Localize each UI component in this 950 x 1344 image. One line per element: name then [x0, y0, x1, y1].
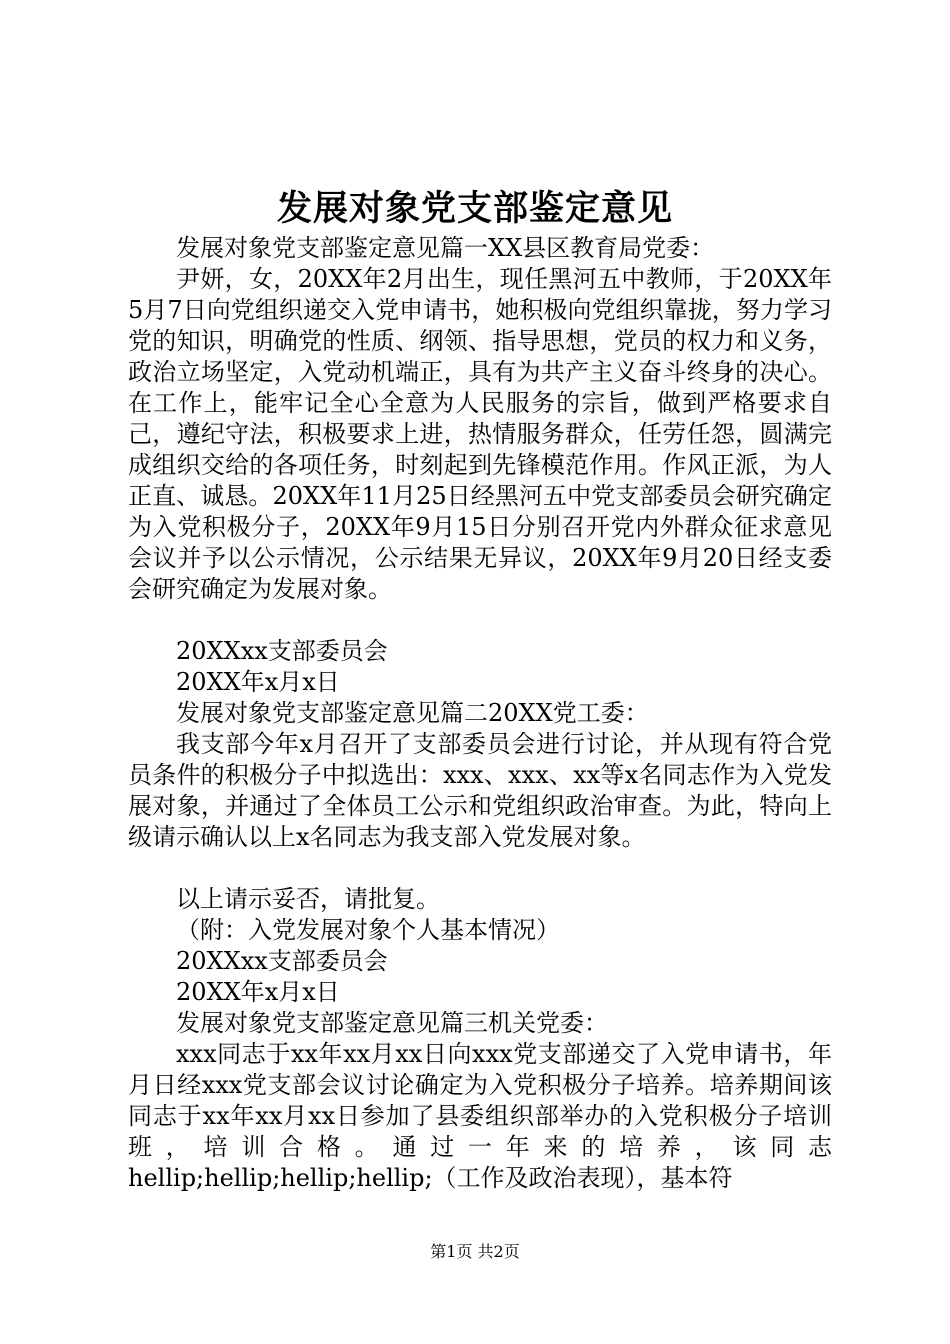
attachment-note: （附：入党发展对象个人基本情况）: [176, 916, 560, 944]
signature-org-1: 20XXxx支部委员会: [176, 637, 388, 665]
paragraph-1: 尹妍，女，20XX年2月出生，现任黑河五中教师，于20XX年5月7日向党组织递交入党申请书，她积极向党组织靠拢，努力学习党的知识，明确党的性质、纲领、指导思想，党员的权力和义务，政治立场坚定，入党动机端正，具有为共产主义奋斗终身的决心。在工作上，能牢记全心全意为人民服务的宗旨，做到严格要求自己，遵纪守法，积极要求上进，热情服务群众，任劳任怨，圆满完成组织交给的各项任务，时刻起到先锋模范作用。作风正派，为人正直、诚恳。20XX年11月25日经黑河五中党支部委员会研究确定为入党积极分子，20XX年9月15日分别召开党内外群众征求意见会议并予以公示情况，公示结果无异议，20XX年9月20日经支委会研究确定为发展对象。: [128, 265, 832, 603]
page-number-footer: 第1页 共2页: [430, 1242, 520, 1261]
section-heading-2: 发展对象党支部鉴定意见篇二20XX党工委：: [176, 699, 649, 727]
signature-date-1: 20XX年x月x日: [176, 668, 340, 696]
document-body: [128, 233, 832, 1194]
request-line: 以上请示妥否，请批复。: [176, 885, 440, 913]
paragraph-2: 我支部今年x月召开了支部委员会进行讨论，并从现有符合党员条件的积极分子中拟选出：xxx、xxx、xx等x名同志作为入党发展对象，并通过了全体员工公示和党组织政治审查。为此，特向上级请示确认以上x名同志为我支部入党发展对象。: [128, 730, 832, 851]
section-heading-1: 发展对象党支部鉴定意见篇一XX县区教育局党委：: [176, 234, 715, 262]
signature-org-2: 20XXxx支部委员会: [176, 947, 388, 975]
document-title: 发展对象党支部鉴定意见: [276, 188, 673, 229]
section-heading-3: 发展对象党支部鉴定意见篇三机关党委：: [176, 1009, 608, 1037]
paragraph-3: xxx同志于xx年xx月xx日向xxx党支部递交了入党申请书，年月日经xxx党支部会议讨论确定为入党积极分子培养。培养期间该同志于xx年xx月xx日参加了县委组织部举办的入党积极分子培训班，培训合格。通过一年来的培养，该同志hellip;hellip;hellip;hellip;（工作及政治表现），基本符: [128, 1040, 832, 1192]
signature-date-2: 20XX年x月x日: [176, 978, 340, 1006]
